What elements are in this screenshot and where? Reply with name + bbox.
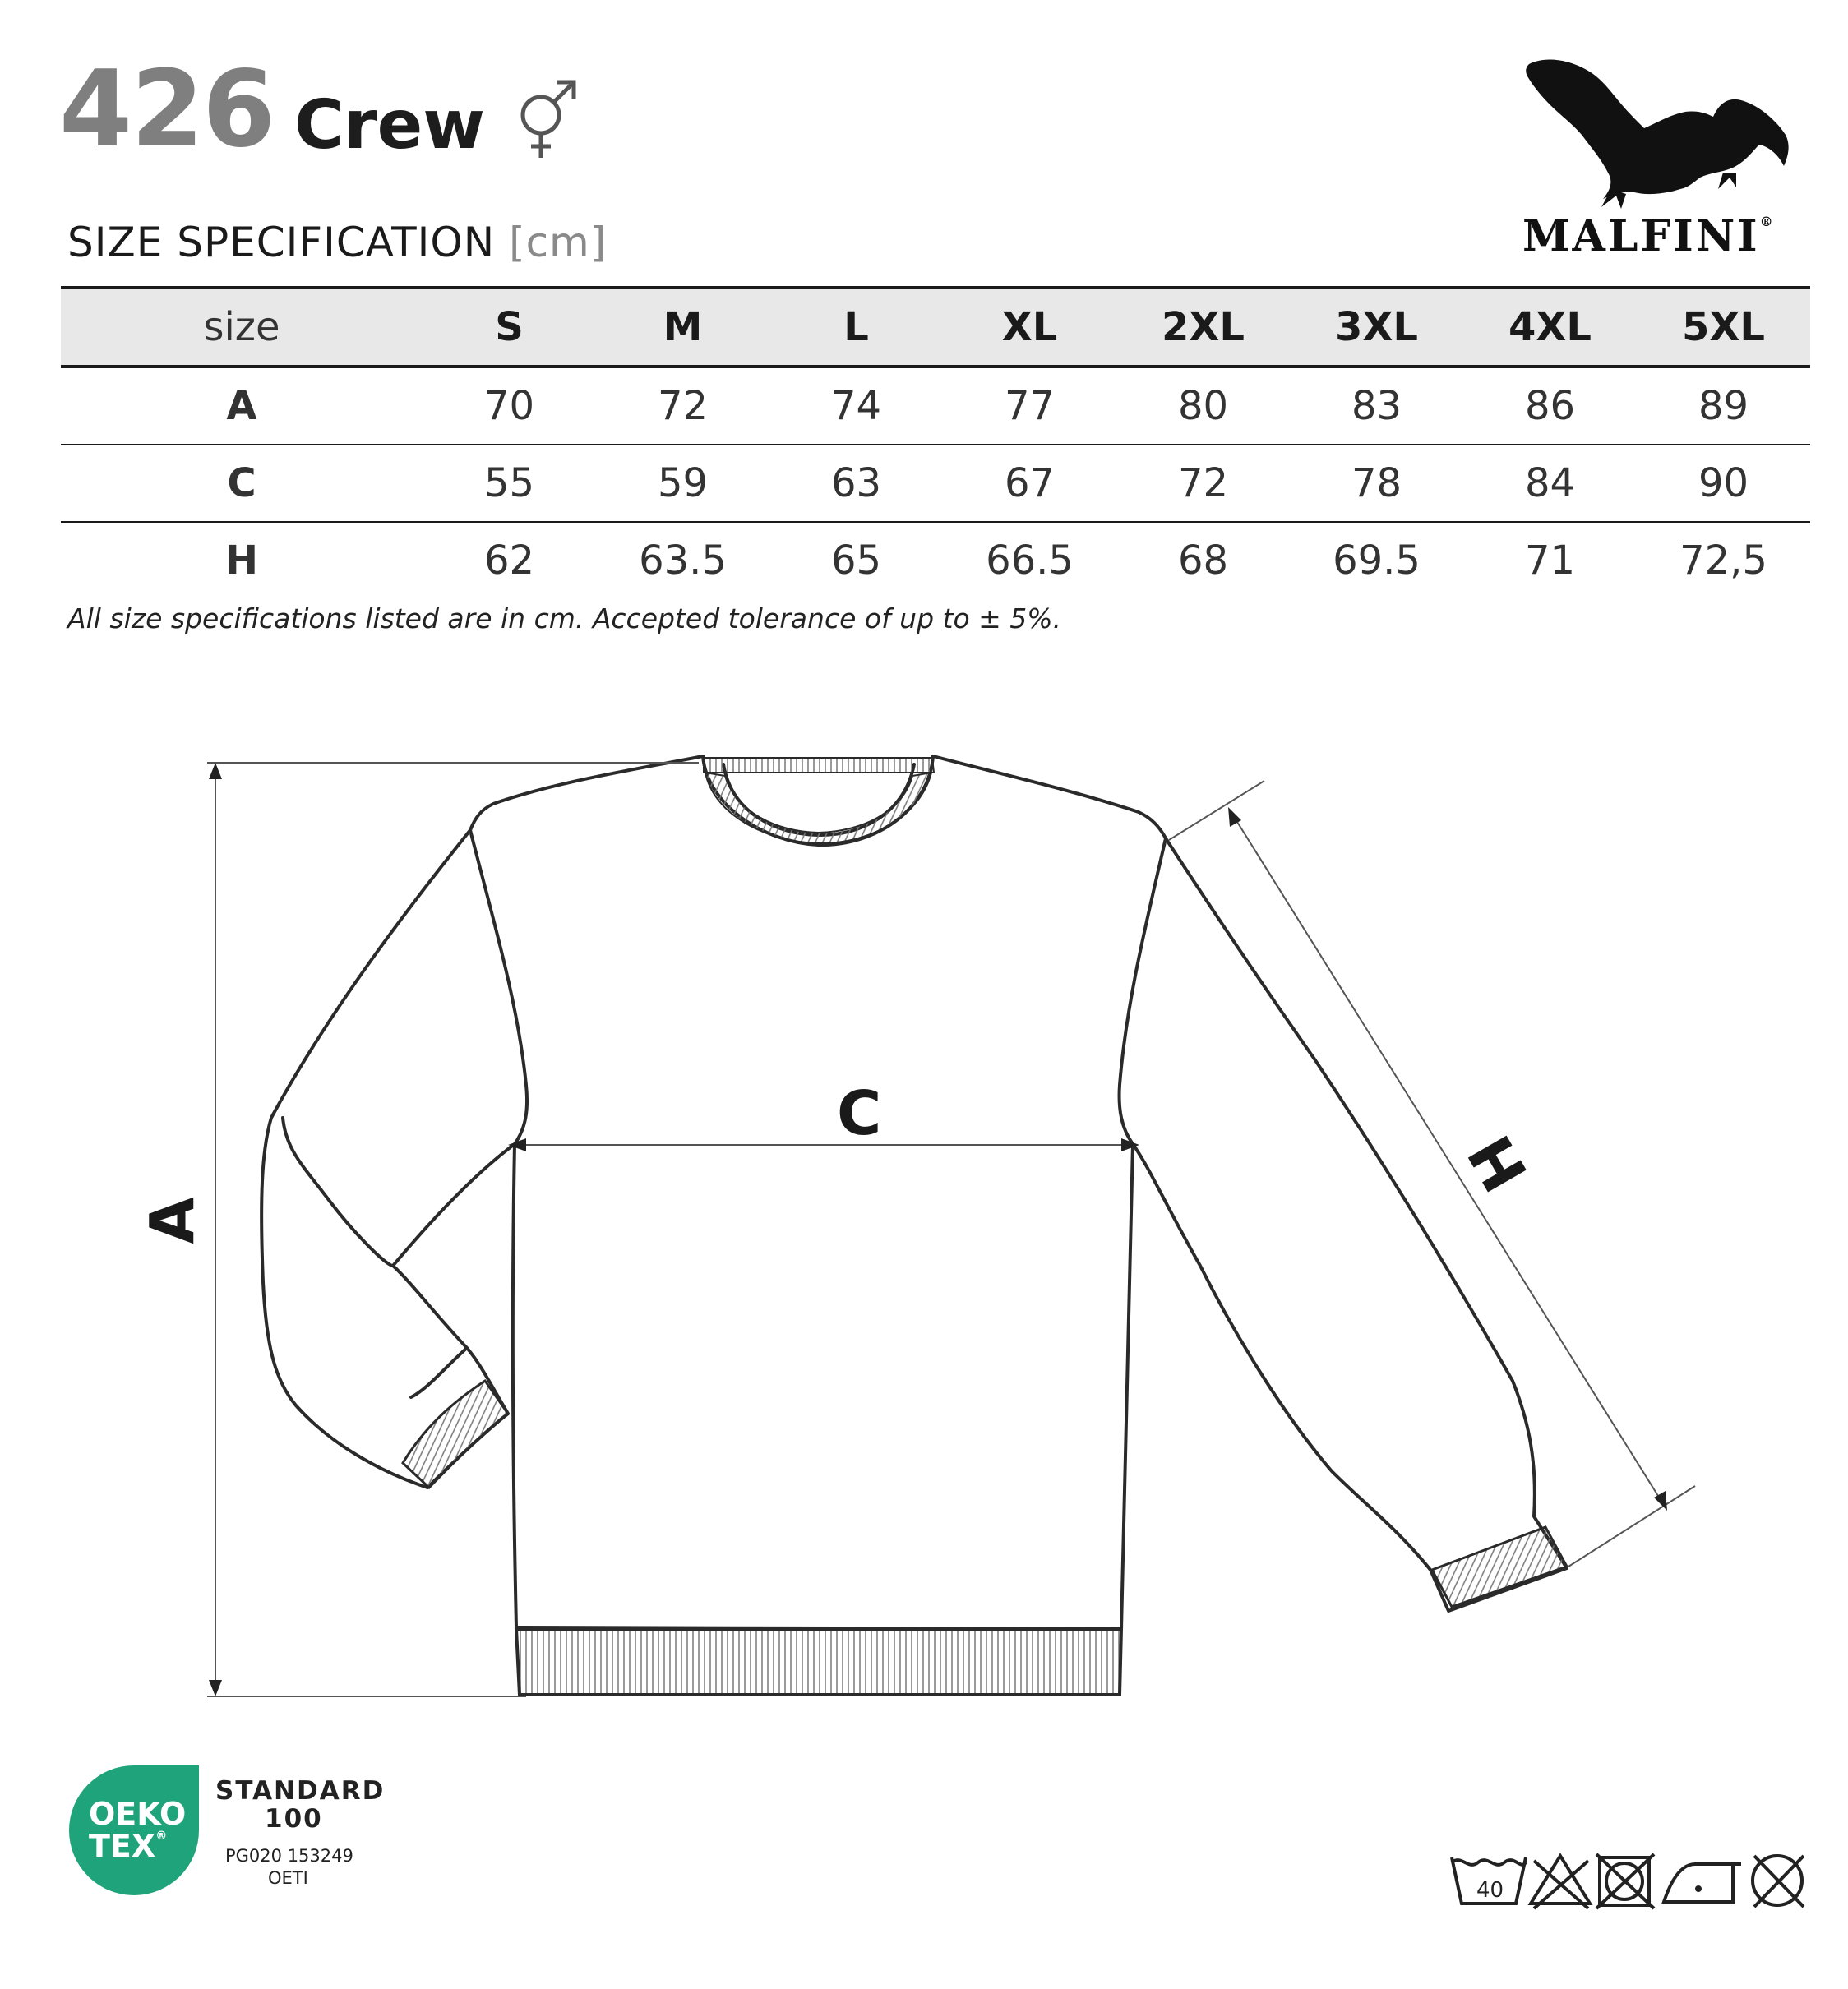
no-tumble-dry-icon (1596, 1854, 1654, 1908)
standard-number: 100 (265, 1804, 323, 1834)
table-cell: 71 (1524, 538, 1576, 584)
spec-title (67, 219, 608, 266)
size-col-l: L (843, 304, 869, 350)
table-row-h (61, 522, 1810, 598)
crew-sweatshirt-outline-icon (0, 723, 1848, 1742)
table-cell: 65 (830, 538, 882, 584)
table-cell: 83 (1351, 383, 1402, 429)
table-row-a (61, 367, 1810, 445)
table-row-c (61, 445, 1810, 522)
row-label: C (227, 460, 256, 506)
model-number: 426 (59, 48, 275, 171)
table-cell: 72,5 (1679, 538, 1767, 584)
brand-name (1522, 211, 1776, 261)
table-cell: 72 (657, 383, 709, 429)
spec-title-text: SIZE SPECIFICATION (67, 219, 496, 266)
iron-low-icon (1664, 1864, 1741, 1902)
no-dry-clean-icon (1753, 1856, 1804, 1907)
table-cell: 68 (1177, 538, 1229, 584)
oeko-line-1: OEKO (89, 1796, 187, 1832)
unisex-icon (510, 72, 584, 163)
table-cell: 63.5 (639, 538, 727, 584)
size-col-2xl: 2XL (1162, 304, 1245, 350)
table-cell: 84 (1524, 460, 1576, 506)
no-bleach-icon (1531, 1856, 1590, 1908)
table-cell: 66.5 (986, 538, 1074, 584)
model-name: Crew (294, 86, 485, 164)
care-symbols (1448, 1849, 1810, 1915)
size-header-label: size (203, 304, 280, 350)
oeko-tex-text (89, 1798, 186, 1862)
oeko-line-2: TEX (89, 1827, 156, 1864)
table-cell: 62 (483, 538, 535, 584)
standard-label: STANDARD (215, 1776, 386, 1806)
size-col-4xl: 4XL (1508, 304, 1592, 350)
brand-name-text: MALFINI (1522, 211, 1760, 261)
table-cell: 67 (1004, 460, 1056, 506)
brand-registered-mark: ® (1759, 214, 1776, 229)
size-table (61, 286, 1810, 598)
dimension-label-a: A (137, 1197, 209, 1244)
dimension-label-c: C (837, 1078, 882, 1149)
table-cell: 59 (657, 460, 709, 506)
table-cell: 63 (830, 460, 882, 506)
tolerance-note: All size specifications listed are in cm. Accepted tolerance of up to ± 5%. (67, 602, 1062, 635)
size-col-3xl: 3XL (1335, 304, 1418, 350)
size-col-5xl: 5XL (1682, 304, 1765, 350)
table-cell: 74 (830, 383, 882, 429)
row-label: H (224, 538, 259, 584)
oeko-registered-mark: ® (155, 1829, 168, 1843)
table-cell: 78 (1351, 460, 1402, 506)
table-cell: 86 (1524, 383, 1576, 429)
iron-dot (1695, 1885, 1702, 1892)
table-cell: 89 (1698, 383, 1749, 429)
table-cell: 77 (1004, 383, 1056, 429)
table-cell: 80 (1177, 383, 1229, 429)
wash-temperature: 40 (1476, 1878, 1504, 1903)
table-cell: 70 (483, 383, 535, 429)
table-cell: 90 (1698, 460, 1749, 506)
row-label: A (226, 383, 257, 429)
size-col-m: M (663, 304, 703, 350)
eagle-logo-icon (1513, 49, 1792, 214)
size-col-s: S (495, 304, 524, 350)
size-col-xl: XL (1001, 304, 1058, 350)
table-cell: 72 (1177, 460, 1229, 506)
size-header-row (61, 288, 1810, 367)
certificate-institute: OETI (268, 1868, 308, 1888)
table-cell: 55 (483, 460, 535, 506)
table-cell: 69.5 (1333, 538, 1421, 584)
spec-unit: [cm] (509, 219, 608, 266)
certificate-code: PG020 153249 (225, 1846, 353, 1866)
dimension-label-h: H (1455, 1123, 1542, 1203)
